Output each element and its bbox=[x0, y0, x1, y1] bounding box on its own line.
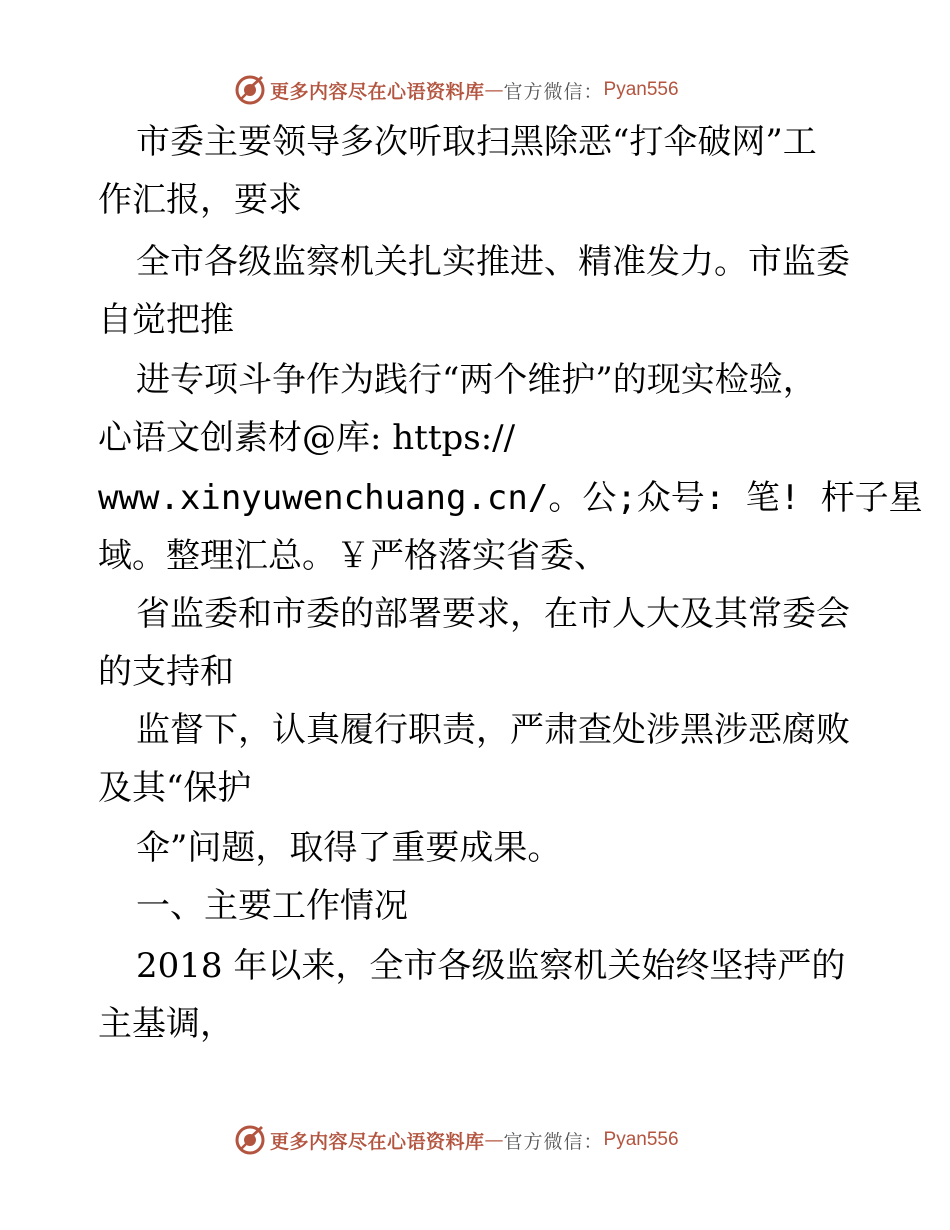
body-line: www.xinyuwenchuang.cn/。公;众号: 笔! 杆子星 bbox=[98, 478, 923, 518]
body-line: 主基调， bbox=[98, 1004, 234, 1044]
header-dash: — bbox=[484, 79, 504, 101]
section-heading: 一、主要工作情况 bbox=[136, 886, 408, 926]
footer-wechat-label: 官方微信： bbox=[503, 1130, 604, 1153]
body-line: 伞”问题，取得了重要成果。 bbox=[136, 828, 562, 868]
brand-logo-icon bbox=[234, 74, 266, 106]
body-line: 自觉把推 bbox=[98, 300, 234, 340]
body-line: 作汇报，要求 bbox=[98, 180, 302, 220]
body-line: 监督下，认真履行职责，严肃查处涉黑涉恶腐败 bbox=[136, 710, 850, 750]
brand-logo-icon bbox=[234, 1124, 266, 1156]
body-line: 全市各级监察机关扎实推进、精准发力。市监委 bbox=[136, 242, 850, 282]
footer-dash: — bbox=[484, 1129, 504, 1151]
footer-brand-text: 更多内容尽在心语资料库 bbox=[270, 1130, 485, 1153]
body-line: 心语文创素材@库: https:// bbox=[98, 418, 516, 458]
body-line: 省监委和市委的部署要求，在市人大及其常委会 bbox=[136, 594, 850, 634]
body-line: 2018 年以来，全市各级监察机关始终坚持严的 bbox=[136, 946, 846, 986]
footer-wechat-id: Pyan556 bbox=[603, 1129, 679, 1150]
body-line: 及其“保护 bbox=[98, 768, 252, 808]
footer-watermark-banner bbox=[0, 1120, 950, 1160]
header-wechat-label: 官方微信： bbox=[503, 80, 604, 103]
body-line: 的支持和 bbox=[98, 652, 234, 692]
body-line: 域。整理汇总。￥严格落实省委、 bbox=[98, 536, 608, 576]
header-watermark-banner bbox=[0, 70, 950, 110]
header-wechat-id: Pyan556 bbox=[603, 79, 679, 100]
body-line: 市委主要领导多次听取扫黑除恶“打伞破网”工 bbox=[136, 122, 817, 162]
body-line: 进专项斗争作为践行“两个维护”的现实检验， bbox=[136, 360, 817, 400]
header-brand-text: 更多内容尽在心语资料库 bbox=[270, 80, 485, 103]
